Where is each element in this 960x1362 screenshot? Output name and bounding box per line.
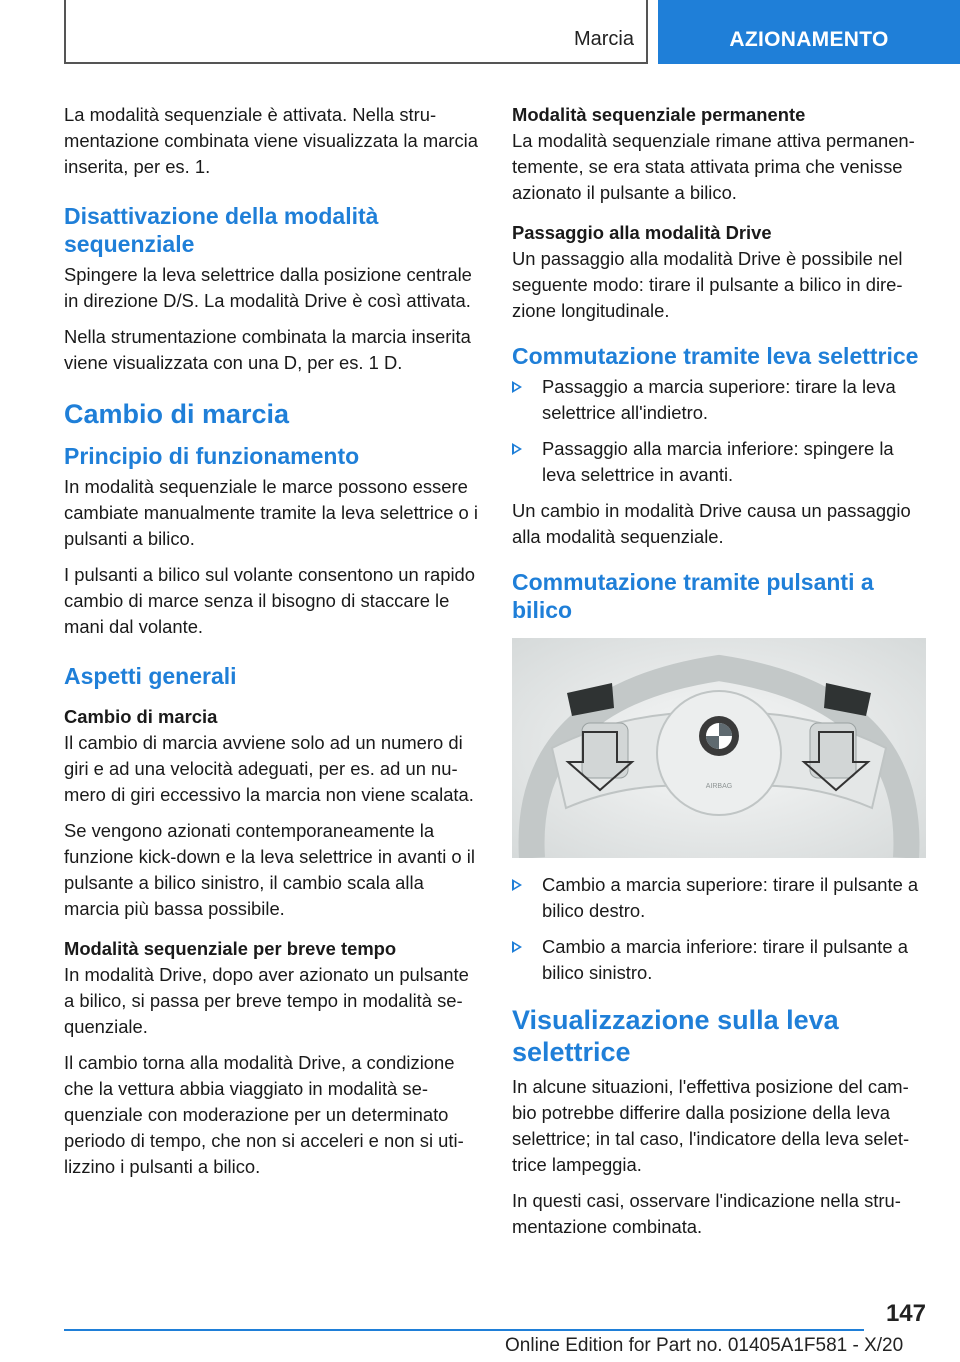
paragraph: Spingere la leva selettrice dalla posizione centrale in direzione D/S. La modalità Drive è così attivata.: [64, 264, 472, 311]
list-item: [512, 934, 926, 986]
page-number: 147: [885, 1300, 926, 1327]
paragraph: Se vengono azionati contemporaneamente la funzione kick-down e la leva selettrice in avanti o il pulsante a bilico sinistro, il cambio scala alla marcia più bassa possibile.: [64, 820, 475, 919]
heading-aspetti-generali: Aspetti generali: [64, 663, 237, 689]
steering-wheel-icon: [512, 638, 926, 858]
paragraph: Il cambio di marcia avviene solo ad un numero di giri e ad una velocità adeguati, per es. ad un numero di giri eccessivo la marcia non viene scalata.: [64, 732, 474, 805]
paragraph: In modalità sequenziale le marce possono essere cambiate manualmente tramite la leva selettrice o i pulsanti a bilico.: [64, 476, 478, 549]
list-item-text: Cambio a marcia superiore: tirare il pulsante a bilico destro.: [542, 874, 919, 921]
list-item: [512, 374, 926, 426]
right-column: [512, 102, 926, 1250]
heading-cambio-di-marcia: Cambio di marcia: [64, 399, 290, 429]
paragraph: La modalità sequenziale è attivata. Nella strumentazione combinata viene visualizzata la marcia inserita, per es. 1.: [64, 104, 478, 177]
paragraph: In modalità Drive, dopo aver azionato un pulsante a bilico, si passa per breve tempo in modalità sequenziale.: [64, 964, 469, 1037]
heading-commutazione-pulsanti: Commutazione tramite pulsanti a bilico: [512, 569, 874, 623]
airbag-label: AIRBAG: [705, 783, 733, 790]
paragraph: In questi casi, osservare l'indicazione nella strumentazione combinata.: [512, 1190, 901, 1237]
steering-wheel-illustration: [512, 638, 926, 858]
paragraph: Un cambio in modalità Drive causa un passaggio alla modalità sequenziale.: [512, 500, 911, 547]
heading-principio: Principio di funzionamento: [64, 443, 360, 469]
list-item-text: Passaggio a marcia superiore: tirare la leva selettrice all'indietro.: [542, 376, 896, 423]
subheading-breve-tempo: Modalità sequenziale per breve tempo: [64, 938, 397, 959]
footer-divider: [64, 1329, 864, 1331]
paragraph: Nella strumentazione combinata la marcia inserita viene visualizzata con una D, per es. 1 D.: [64, 326, 471, 373]
heading-disattivazione: Disattivazione della modalità sequenziale: [64, 203, 379, 257]
heading-visualizzazione: Visualizzazione sulla leva selettrice: [512, 1005, 839, 1067]
subheading-passaggio-drive: Passaggio alla modalità Drive: [512, 222, 772, 243]
header-section-box: [64, 0, 648, 64]
left-column: [64, 102, 478, 1190]
subheading-sequenziale-permanente: Modalità sequenziale permanente: [512, 104, 806, 125]
paragraph: Il cambio torna alla modalità Drive, a condizione che la vettura abbia viaggiato in modalità sequenziale con moderazione per un determinato periodo di tempo, che non si acceleri e non si utilizzino i pulsanti a bilico.: [64, 1052, 464, 1177]
triangle-bullet-icon: [512, 879, 522, 891]
list-item: [512, 872, 926, 924]
triangle-bullet-icon: [512, 941, 522, 953]
paragraph: Un passaggio alla modalità Drive è possibile nel seguente modo: tirare il pulsante a bilico in direzione longitudinale.: [512, 248, 903, 321]
triangle-bullet-icon: [512, 381, 522, 393]
list-item-text: Cambio a marcia inferiore: tirare il pulsante a bilico sinistro.: [542, 936, 908, 983]
paragraph: In alcune situazioni, l'effettiva posizione del cambio potrebbe differire dalla posizione della leva selettrice; in tal caso, l'indicatore della leva selettrice lampeggia.: [512, 1076, 910, 1175]
list-item: [512, 436, 926, 488]
paragraph: I pulsanti a bilico sul volante consentono un rapido cambio di marce senza il bisogno di staccare le mani dal volante.: [64, 564, 475, 637]
header-chapter-label: AZIONAMENTO: [729, 28, 889, 51]
heading-commutazione-leva: Commutazione tramite leva selettrice: [512, 343, 919, 369]
header-section-label: Marcia: [573, 28, 634, 50]
header-chapter-tab[interactable]: [658, 0, 960, 64]
subheading-cambio-di-marcia: Cambio di marcia: [64, 706, 218, 727]
triangle-bullet-icon: [512, 443, 522, 455]
list-item-text: Passaggio alla marcia inferiore: spingere la leva selettrice in avanti.: [542, 438, 894, 485]
paragraph: La modalità sequenziale rimane attiva permanentemente, se era stata attivata prima che venisse azionato il pulsante a bilico.: [512, 130, 915, 203]
footer-edition-text: Online Edition for Part no. 01405A1F581 - X/20: [505, 1335, 904, 1356]
